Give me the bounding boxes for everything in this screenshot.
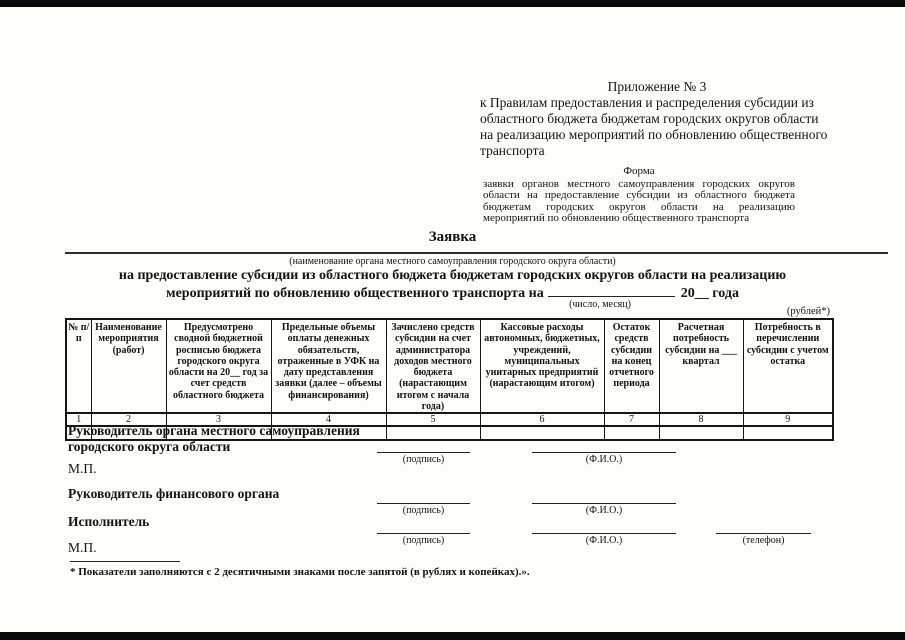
col-index-8: 8 [659, 413, 743, 426]
date-blank-line [548, 284, 675, 297]
col-index-6: 6 [480, 413, 604, 426]
form-designation-block [483, 166, 795, 225]
col-index-1: 1 [66, 413, 91, 426]
col-header-number: № п/п [66, 319, 91, 413]
footnote-separator-line [70, 561, 180, 562]
col-header-credited-funds: Зачислено средств субсидии на счет администратора доходов местного бюджета (нарастающим итогом с начала года) [386, 319, 480, 413]
signature-field-row2-name: (Ф.И.О.) [532, 503, 676, 516]
empty-cell [386, 426, 480, 440]
signature-field-row3-sign: (подпись) [377, 533, 470, 546]
organization-name-blank-line [65, 252, 888, 254]
footnote-text: * Показатели заполняются с 2 десятичными знаками после запятой (в рублях и копейках).». [70, 566, 530, 578]
col-index-7: 7 [604, 413, 659, 426]
appendix-header-block [480, 79, 834, 159]
col-index-3: 3 [166, 413, 271, 426]
organization-name-caption: (наименование органа местного самоуправления городского округа области) [289, 256, 616, 267]
signature-field-row1-name: (Ф.И.О.) [532, 452, 676, 465]
col-index-2: 2 [91, 413, 166, 426]
col-header-estimated-need: Расчетная потребность субсидии на ___ квартал [659, 319, 743, 413]
col-header-transfer-need: Потребность в перечислении субсидии с учетом остатка [743, 319, 833, 413]
document-title: Заявка [428, 229, 477, 245]
subtitle-line-2 [0, 284, 905, 302]
date-caption: (число, месяц) [569, 299, 631, 310]
subtitle-line-2-prefix: мероприятий по обновлению общественного транспорта на [166, 286, 544, 301]
col-index-5: 5 [386, 413, 480, 426]
stamp-place-2: М.П. [68, 540, 97, 555]
units-note: (рублей*) [786, 306, 830, 317]
col-header-payment-limits: Предельные объемы оплаты денежных обязательств, отраженные в УФК на дату представления заявки (далее – объемы финансирования) [271, 319, 386, 413]
subtitle-line-1: на предоставление субсидии из областного бюджета бюджетам городских округов области на реализацию [118, 268, 787, 283]
stamp-place-1: М.П. [68, 461, 97, 476]
empty-cell [743, 426, 833, 440]
table-header-row [66, 319, 833, 413]
signature-label-head-of-finance: Руководитель финансового органа [68, 486, 280, 501]
appendix-number: Приложение № 3 [607, 79, 707, 94]
signature-field-row1-sign: (подпись) [377, 452, 470, 465]
col-header-remaining-funds: Остаток средств субсидии на конец отчетного периода [604, 319, 659, 413]
signature-label-head-of-local-government: Руководитель органа местного самоуправления городского округа области [68, 423, 360, 454]
appendix-reference-text: к Правилам предоставления и распределения субсидии из областного бюджета бюджетам городских округов области на реализацию мероприятий по обновлению общественного транспорта [480, 95, 828, 158]
col-header-budget-provision: Предусмотрено сводной бюджетной росписью бюджета городского округа области на 20__ год за счет средств областного бюджета [166, 319, 271, 413]
col-header-cash-expenses: Кассовые расходы автономных, бюджетных, учреждений, муниципальных унитарных предприятий (нарастающим итогом) [480, 319, 604, 413]
signature-field-row2-sign: (подпись) [377, 503, 470, 516]
signature-field-row3-name: (Ф.И.О.) [532, 533, 676, 546]
col-header-measure-name: Наименование мероприятия (работ) [91, 319, 166, 413]
form-label: Форма [623, 165, 655, 177]
scan-edge-top [0, 0, 905, 7]
form-description: заявки органов местного самоуправления городских округов области на предоставление субсидии из областного бюджета бюджетам городских округов области на реализацию мероприятий по обновлению общественного транспорта [483, 177, 795, 224]
col-index-9: 9 [743, 413, 833, 426]
subtitle-line-2-suffix: 20__ года [680, 286, 739, 301]
col-index-4: 4 [271, 413, 386, 426]
scan-edge-bottom [0, 632, 905, 640]
empty-cell [659, 426, 743, 440]
empty-cell [480, 426, 604, 440]
signature-field-row3-phone: (телефон) [716, 533, 811, 546]
empty-cell [604, 426, 659, 440]
signature-label-executor: Исполнитель [68, 514, 150, 529]
